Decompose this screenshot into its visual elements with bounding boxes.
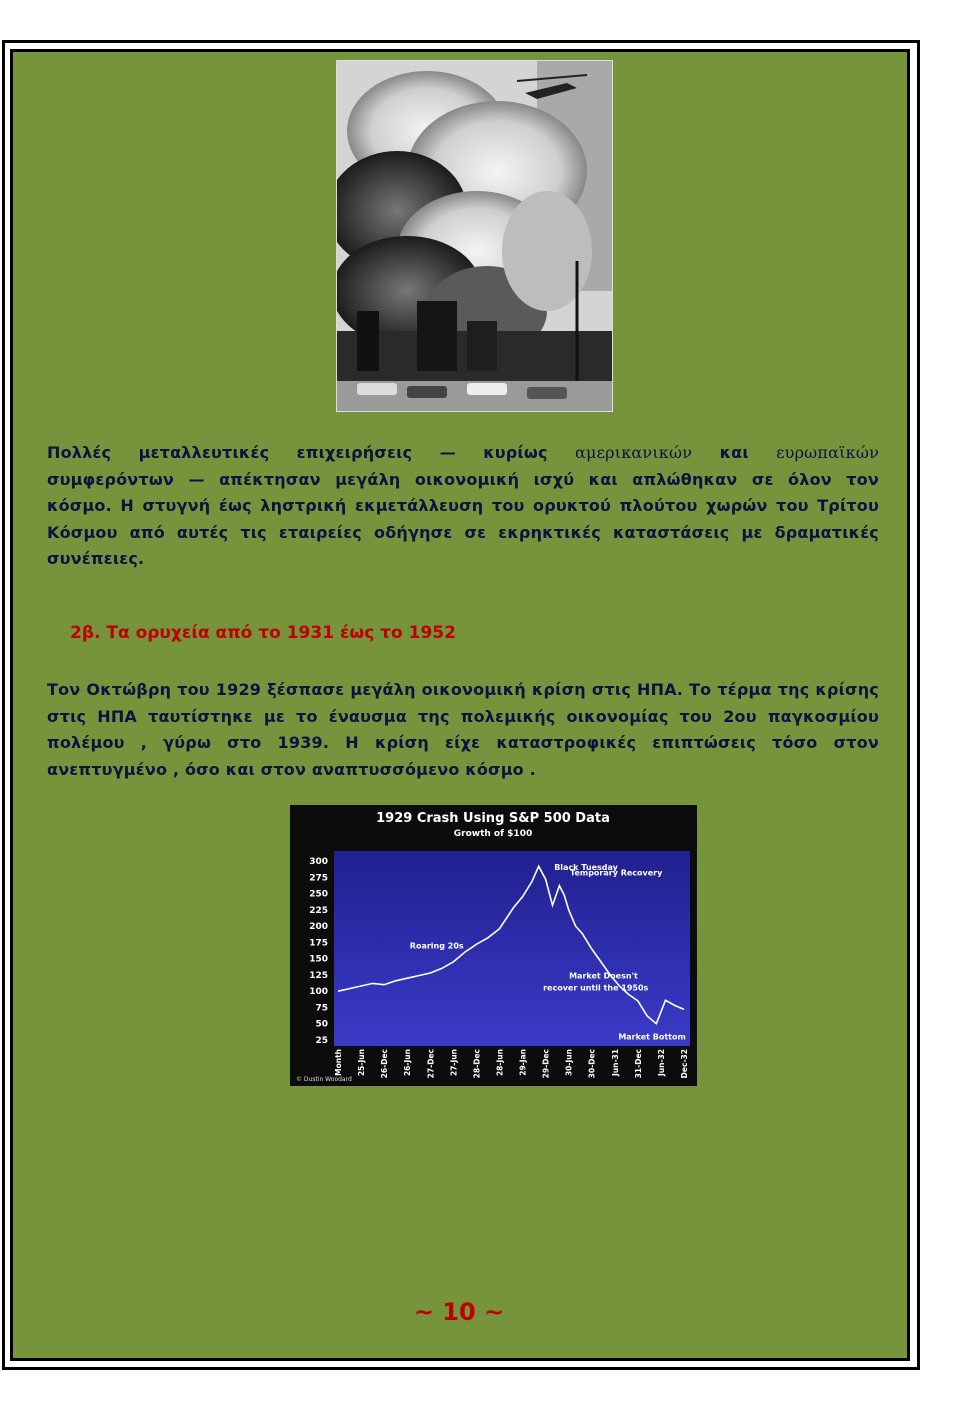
x-tick-label: 30-Dec (587, 1049, 597, 1079)
chart-subtitle: Growth of $100 (453, 829, 533, 839)
x-tick-label: Jun-32 (656, 1049, 666, 1077)
intro-serif-word: ευρωπαϊκών (776, 443, 879, 462)
x-tick-label: Dec-32 (680, 1049, 689, 1079)
x-tick-label: 30-Jun (564, 1049, 574, 1077)
plot-area (334, 851, 690, 1046)
x-tick-label: 25-Jun (357, 1049, 367, 1077)
y-tick-label: 150 (309, 954, 328, 965)
intro-paragraph (47, 440, 879, 573)
y-tick-label: 25 (315, 1036, 328, 1046)
y-tick-label: 250 (309, 889, 328, 900)
chart-annotation: Black Tuesday (554, 863, 618, 873)
chart-title: 1929 Crash Using S&P 500 Data (376, 811, 610, 826)
x-tick-label: 31-Dec (633, 1049, 643, 1079)
y-tick-label: 75 (315, 1003, 328, 1014)
mine-explosion-photo (336, 60, 613, 412)
y-tick-label: 275 (309, 873, 328, 884)
y-tick-label: 50 (315, 1019, 328, 1030)
chart-annotation: recover until the 1950s (543, 983, 649, 993)
intro-line (47, 440, 879, 467)
chart-annotation: Market Doesn't (569, 971, 638, 981)
chart-credit: © Dustin Woodard (296, 1076, 352, 1083)
x-tick-label: Jun-31 (610, 1049, 620, 1077)
x-tick-label: 26-Jun (403, 1049, 413, 1077)
intro-text-run: Πολλές μεταλλευτικές επιχειρήσεις — κυρίως (47, 443, 576, 462)
chart-annotation: Market Bottom (618, 1032, 686, 1042)
chart-svg (290, 805, 697, 1086)
intro-paragraph-rest: κόσμο. Η στυγνή έως ληστρική εκμετάλλευση του ορυκτού πλούτου χωρών του Τρίτου Κόσμου από αυτές τις εταιρείες οδήγησε σε εκρηκτικές καταστάσεις με δραματικές συνέπειες. (47, 496, 879, 568)
intro-paragraph-lines (47, 440, 879, 493)
intro-serif-word: αμερικανικών (575, 443, 693, 462)
x-tick-label: 29-Jan (518, 1049, 528, 1076)
x-tick-label: 26-Dec (380, 1049, 390, 1079)
x-tick-label: 28-Dec (472, 1049, 482, 1079)
chart-annotation: Roaring 20s (409, 941, 464, 951)
crisis-paragraph: Τον Οκτώβρη του 1929 ξέσπασε μεγάλη οικονομική κρίση στις ΗΠΑ. Το τέρμα της κρίσης στις ΗΠΑ ταυτίστηκε με το έναυσμα της πολεμικής οικονομίας του 2ου παγκοσμίου πολέμου , γύρω στο 1939. Η κρίση είχε καταστροφικές επιπτώσεις τόσο στον ανεπτυγμένο , όσο και στον αναπτυσσόμενο κόσμο . (47, 680, 879, 779)
intro-line (47, 467, 879, 494)
y-tick-label: 175 (309, 938, 328, 949)
section-heading: 2β. Τα ορυχεία από το 1931 έως το 1952 (70, 623, 456, 643)
y-tick-label: 300 (309, 857, 328, 867)
x-tick-label: 27-Dec (426, 1049, 436, 1079)
y-tick-label: 100 (309, 987, 328, 998)
x-tick-label: 29-Dec (541, 1049, 551, 1079)
y-tick-label: 225 (309, 905, 328, 916)
sp500-crash-chart (290, 805, 697, 1086)
x-tick-label: 28-Jun (495, 1049, 505, 1077)
x-tick-label: 27-Jun (449, 1049, 459, 1077)
chart-annotation: Temporary Recovery (570, 868, 663, 878)
y-tick-label: 125 (309, 970, 328, 981)
intro-text-run: συμφερόντων — απέκτησαν μεγάλη οικονομική ισχύ και απλώθηκαν σε όλον τον (47, 469, 879, 489)
page-number: ~ 10 ~ (413, 1298, 505, 1326)
x-tick-label: Month (334, 1049, 343, 1076)
y-tick-label: 200 (309, 922, 328, 933)
intro-text-run: και (692, 443, 777, 462)
